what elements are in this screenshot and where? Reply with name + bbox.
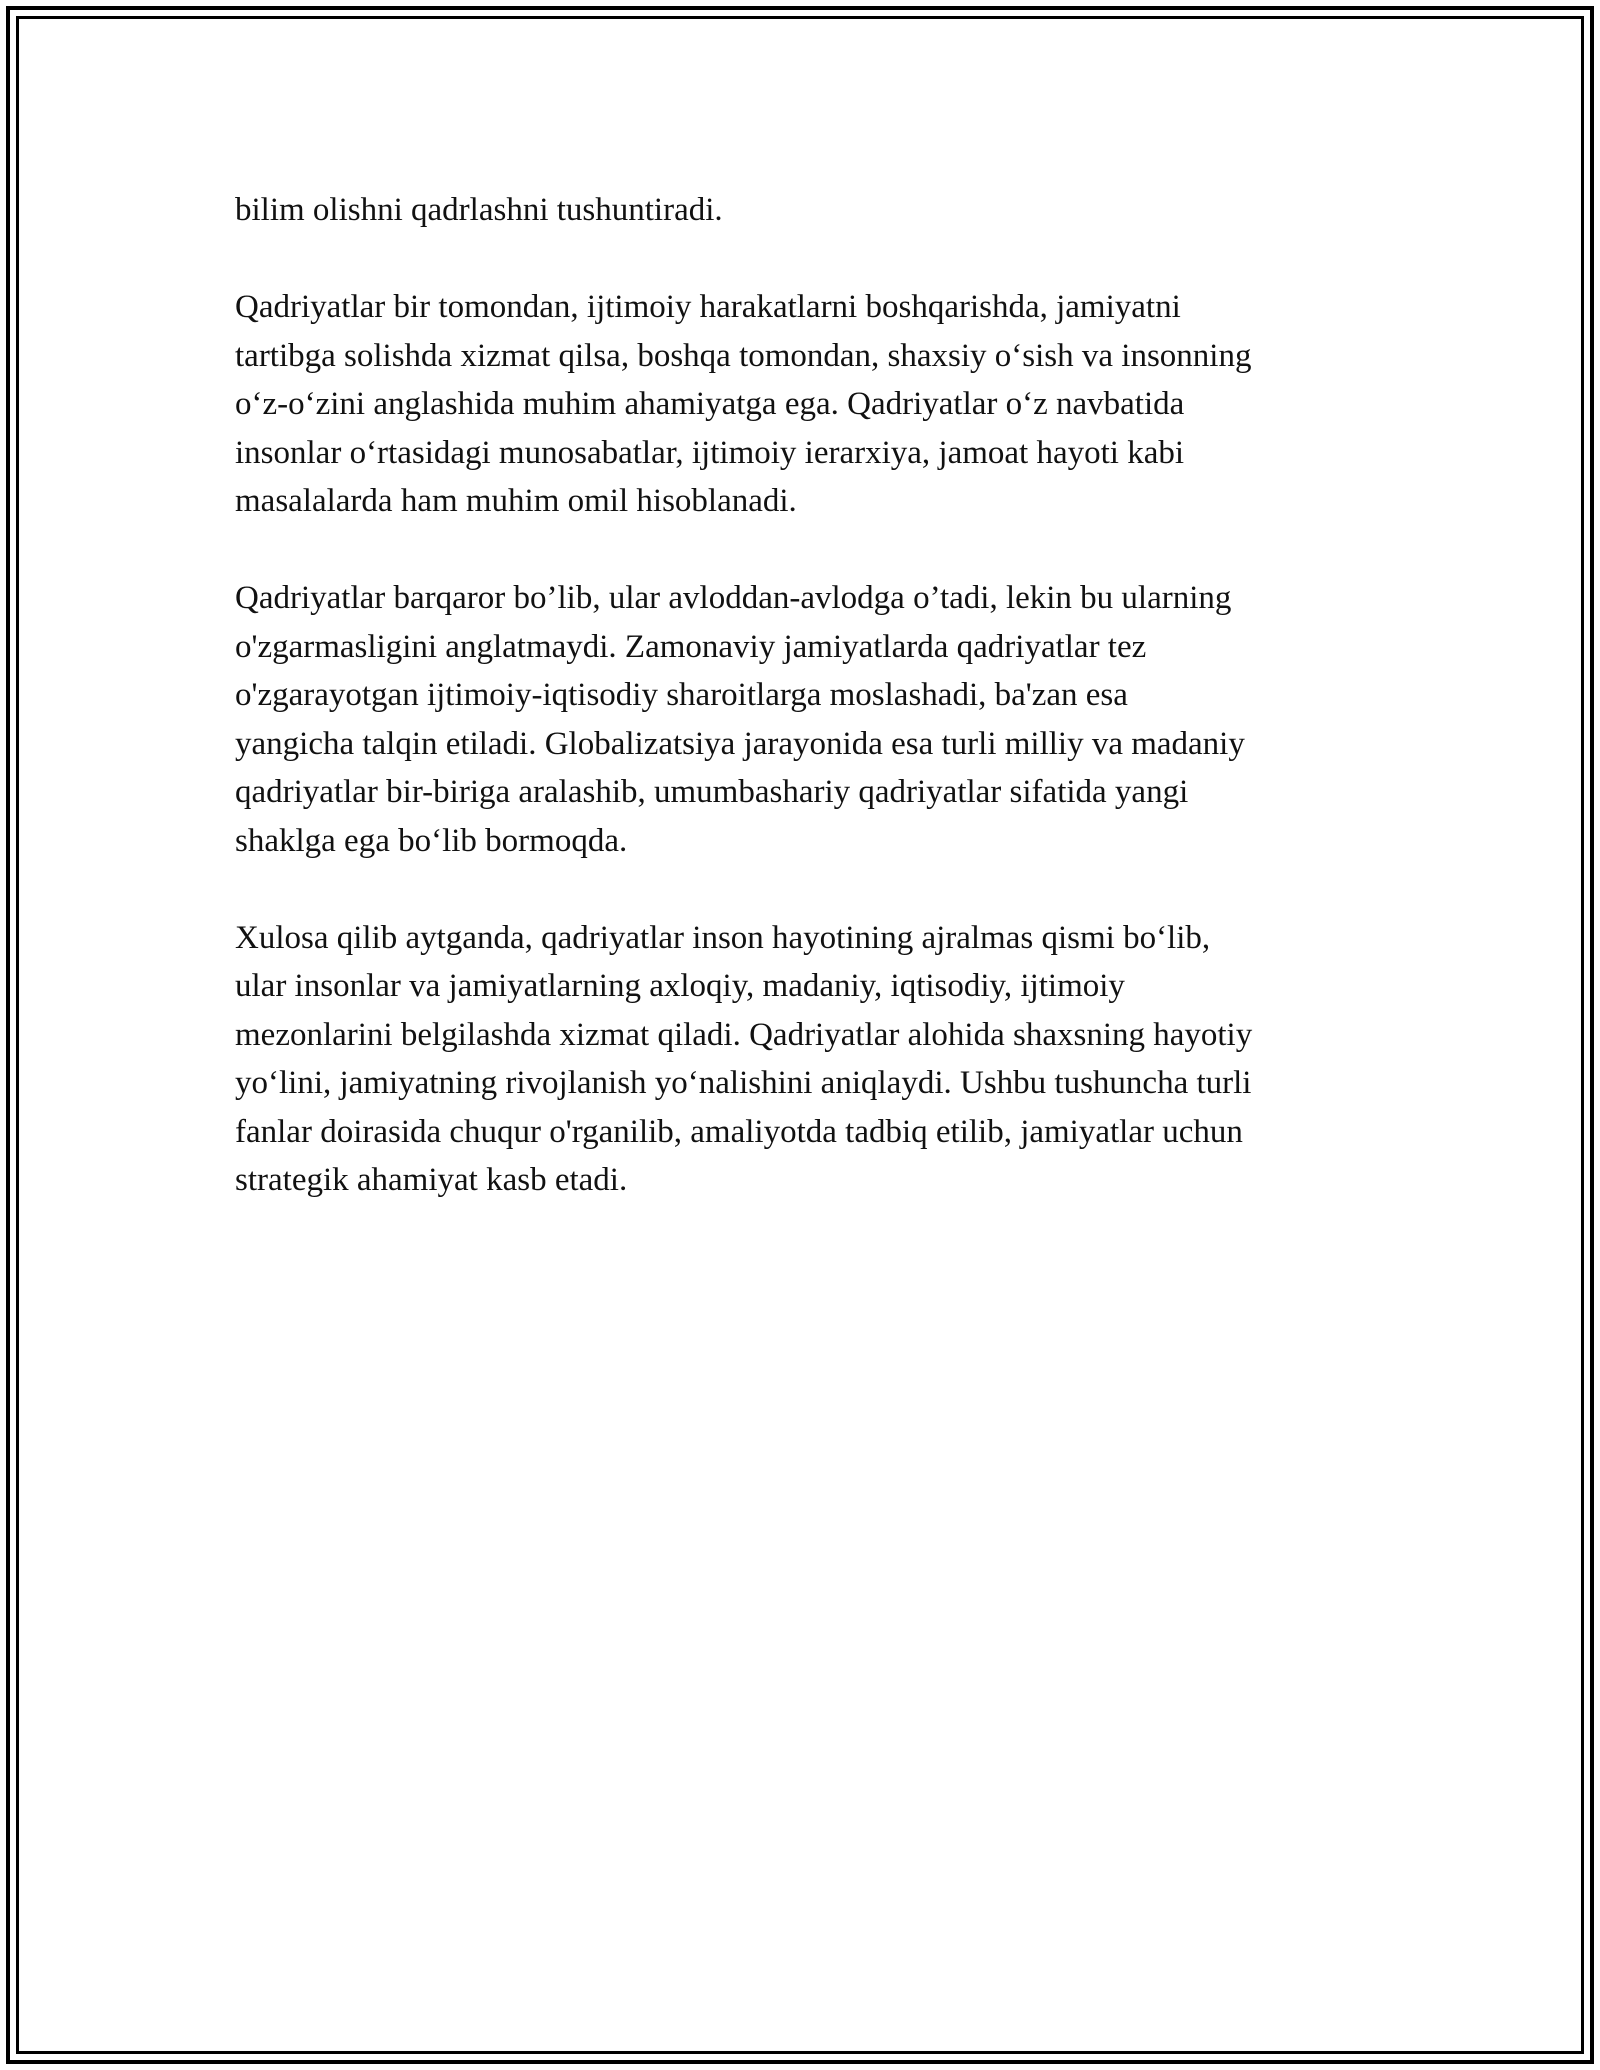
document-body — [235, 186, 1375, 1253]
paragraph-1: bilim olishni qadrlashni tushuntiradi. — [235, 192, 723, 228]
paragraph-3: Qadriyatlar barqaror bo’lib, ular avloddan-avlodga o’tadi, lekin bu ularning o'zgarmasligini anglatmaydi. Zamonaviy jamiyatlarda qadriyatlar tez o'zgarayotgan ijtimoiy-iqtisodiy sharoitlarga moslashadi, ba'zan esa yangicha talqin etiladi. Globalizatsiya jarayonida esa turli milliy va madaniy qadriyatlar bir-biriga aralashib, umumbashariy qadriyatlar sifatida yangi shaklga ega bo‘lib bormoqda. — [235, 580, 1245, 859]
paragraph-2: Qadriyatlar bir tomondan, ijtimoiy harakatlarni boshqarishda, jamiyatni tartibga solishda xizmat qilsa, boshqa tomondan, shaxsiy o‘sish va insonning o‘z-o‘zini anglashida muhim ahamiyatga ega. Qadriyatlar o‘z navbatida insonlar o‘rtasidagi munosabatlar, ijtimoiy ierarxiya, jamoat hayoti kabi masalalarda ham muhim omil hisoblanadi. — [235, 289, 1252, 519]
paragraph-4: Xulosa qilib aytganda, qadriyatlar inson hayotining ajralmas qismi bo‘lib, ular insonlar va jamiyatlarning axloqiy, madaniy, iqtisodiy, ijtimoiy mezonlarini belgilashda xizmat qiladi. Qadriyatlar alohida shaxsning hayotiy yo‘lini, jamiyatning rivojlanish yo‘nalishini aniqlaydi. Ushbu tushuncha turli fanlar doirasida chuqur o'rganilib, amaliyotda tadbiq etilib, jamiyatlar uchun strategik ahamiyat kasb etadi. — [235, 919, 1253, 1198]
